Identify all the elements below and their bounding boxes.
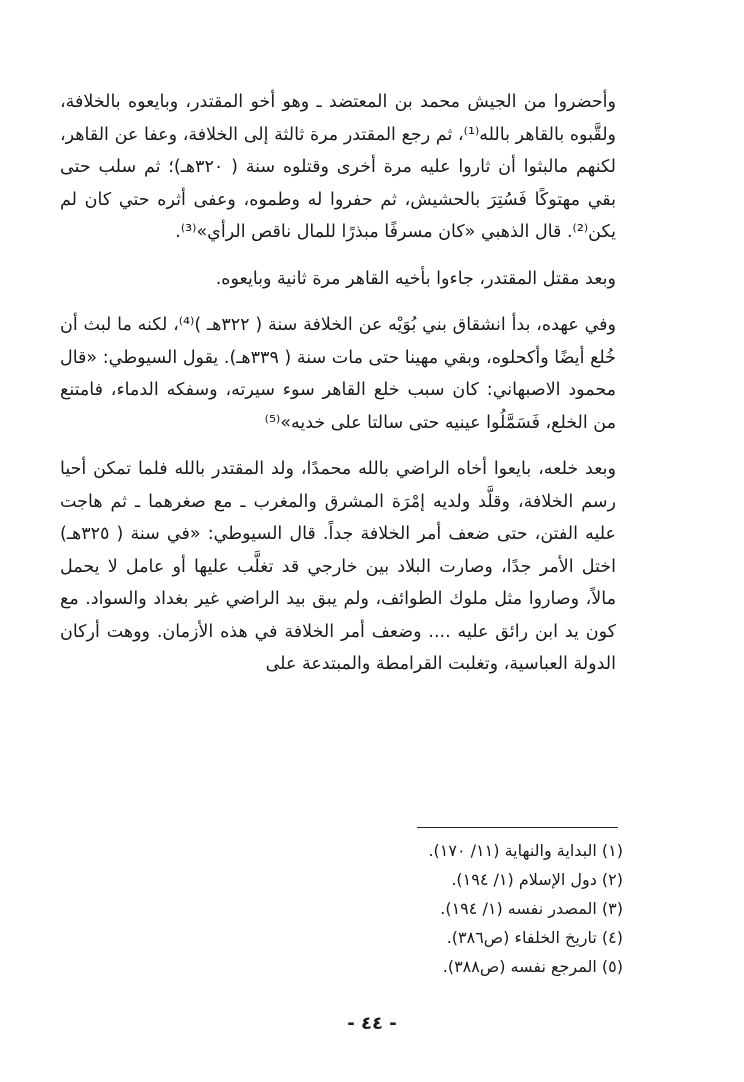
footnote-1: (١) البداية والنهاية (١١/ ١٧٠).	[428, 841, 623, 860]
footnote-divider	[417, 827, 618, 828]
footnotes	[180, 836, 623, 981]
page-number: - ٤٤ -	[347, 1013, 397, 1034]
main-text	[60, 86, 616, 681]
footnote-2: (٢) دول الإسلام (١/ ١٩٤).	[451, 870, 623, 889]
paragraph-2: وبعد مقتل المقتدر، جاءوا بأخيه القاهر مرة ثانية وبايعوه.	[215, 268, 616, 289]
footnote-5: (٥) المرجع نفسه (ص٣٨٨).	[442, 957, 623, 976]
paragraph-4: وبعد خلعه، بايعوا أخاه الراضي بالله محمدًا، ولد المقتدر بالله فلما تمكن أحيا رسم الخلافة، وقلَّد ولديه إمْرَة المشرق والمغرب ـ مع صغرهما ـ ثم هاجت عليه الفتن، حتى ضعف أمر الخلافة جداً. قال السيوطي: «في سنة ( ٣٢٥هـ) اختل الأمر جدًا، وصارت البلاد بين خارجي قد تغلَّب عليها أو عامل لا يحمل مالاً، وصاروا مثل ملوك الطوائف، ولم يبق بيد الراضي غير بغداد والسواد. مع كون يد ابن رائق عليه .... وضعف أمر الخلافة في هذه الأزمان. ووهت أركان الدولة العباسية، وتغلبت القرامطة والمبتدعة على	[60, 459, 616, 674]
footnote-4: (٤) تاريخ الخلفاء (ص٣٨٦).	[446, 928, 623, 947]
paragraph-1: وأحضروا من الجيش محمد بن المعتضد ـ وهو أخو المقتدر، وبايعوه بالخلافة، ولقَّبوه بالقاهر بالله⁽¹⁾، ثم رجع المقتدر مرة ثالثة إلى الخلافة، وعفا عن القاهر، لكنهم مالبثوا أن ثاروا عليه مرة أخرى وقتلوه سنة ( ٣٢٠هـ)؛ ثم سلب حتى بقي مهتوكًا فَسُتِرَ بالحشيش، ثم حفروا له وطموه، وعفى أثره حتي كان لم يكن⁽²⁾. قال الذهبي «كان مسرفًا مبذرًا للمال ناقص الرأي»⁽³⁾.	[60, 92, 616, 242]
footnote-3: (٣) المصدر نفسه (١/ ١٩٤).	[440, 899, 623, 918]
paragraph-3: وفي عهده، بدأ انشقاق بني بُوَيْه عن الخلافة سنة ( ٣٢٢هـ )⁽⁴⁾، لكنه ما لبث أن خُلع أيضًا وأكحلوه، وبقي مهينا حتى مات سنة ( ٣٣٩هـ). يقول السيوطي: «قال محمود الاصبهاني: كان سبب خلع القاهر سوء سيرته، وسفكه الدماء، فامتنع من الخلع، فَسَمَّلُوا عينيه حتى سالتا على خديه»⁽⁵⁾	[60, 315, 616, 433]
